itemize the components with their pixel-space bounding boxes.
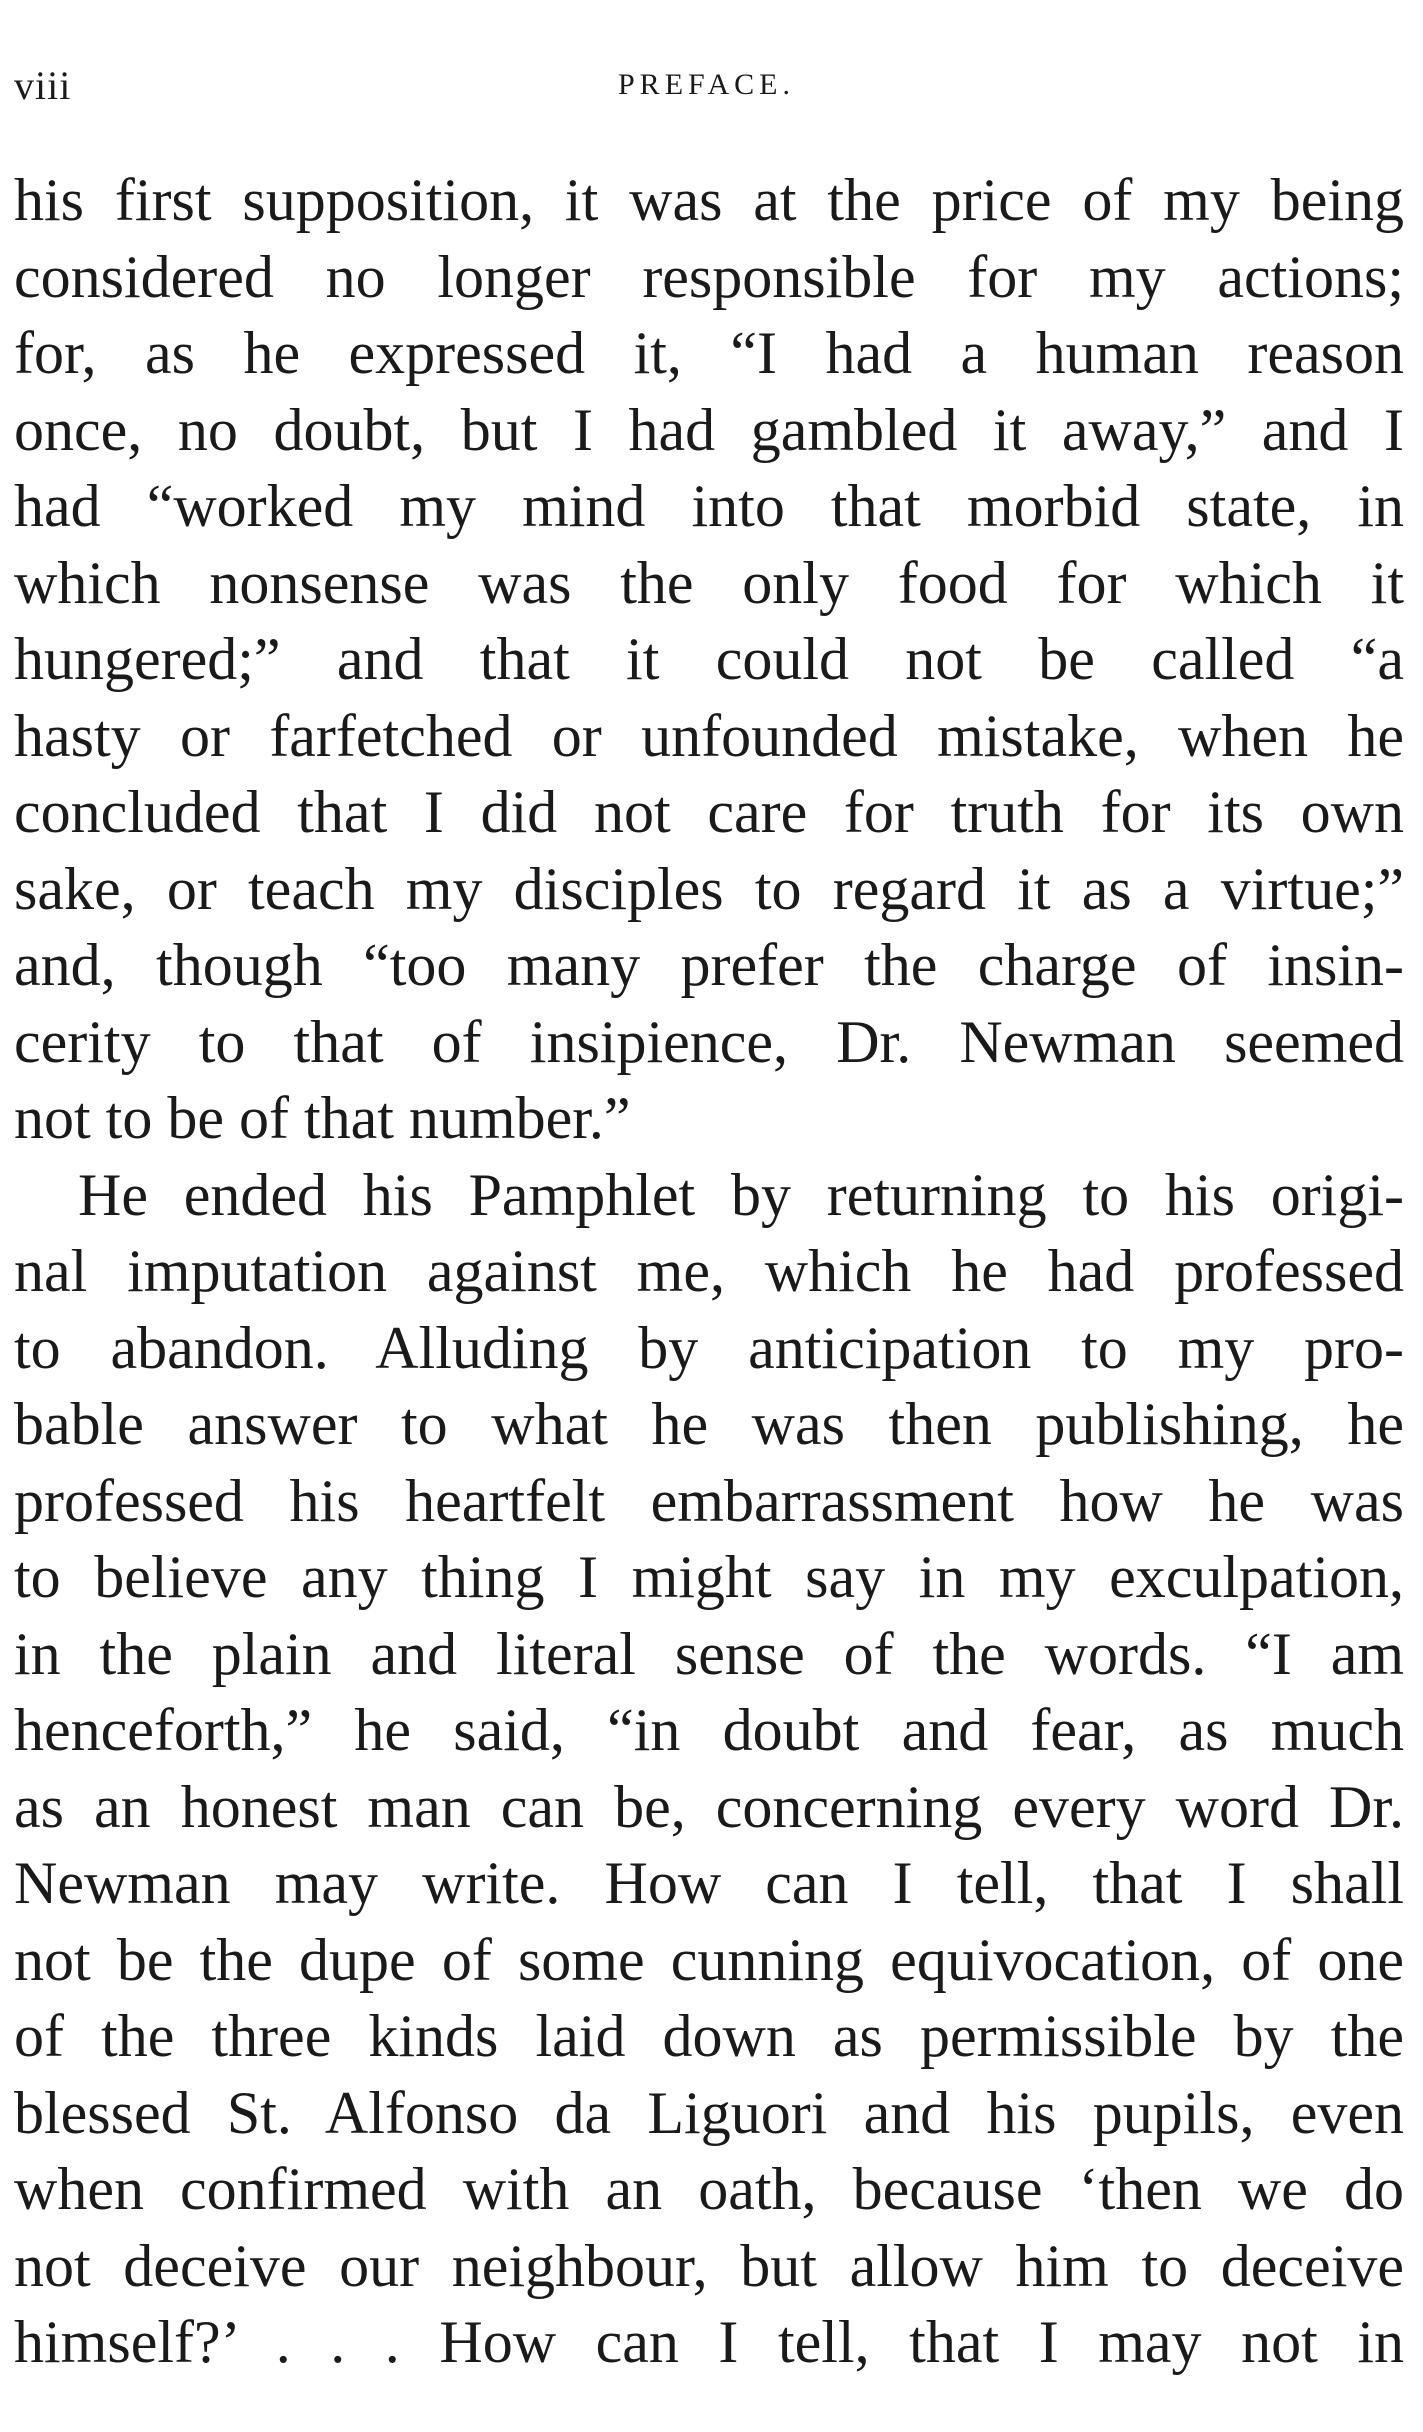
text-line: which nonsense was the only food for which it (14, 549, 1404, 616)
text-line: in the plain and literal sense of the words. “I am (14, 1620, 1404, 1687)
text-line: bable answer to what he was then publishing, he (14, 1391, 1404, 1457)
paragraph-last-line: not to be of that number.” (14, 1085, 631, 1151)
body-text (14, 162, 1404, 2381)
text-line: henceforth,” he said, “in doubt and fear, as much (14, 1697, 1404, 1763)
text-line: as an honest man can be, concerning every word Dr. (14, 1773, 1404, 1840)
text-line: and, though “too many prefer the charge of insin- (14, 932, 1404, 998)
page-number: viii (14, 63, 72, 108)
page-header-title: PREFACE. (618, 68, 795, 101)
text-line: concluded that I did not care for truth for its own (14, 779, 1404, 845)
text-line: of the three kinds laid down as permissible by the (14, 2003, 1404, 2069)
text-line: blessed St. Alfonso da Liguori and his pupils, even (14, 2079, 1404, 2146)
text-line: had “worked my mind into that morbid state, in (14, 473, 1404, 539)
text-line: nal imputation against me, which he had professed (14, 1238, 1404, 1304)
text-line: Newman may write. How can I tell, that I shall (14, 1850, 1404, 1916)
text-line: once, no doubt, but I had gambled it away,” and I (14, 396, 1404, 463)
text-line: to believe any thing I might say in my exculpation, (14, 1544, 1404, 1610)
text-line: not deceive our neighbour, but allow him to deceive (14, 2232, 1404, 2299)
text-line: himself?’ . . . How can I tell, that I may not in (14, 2309, 1404, 2375)
text-line: when confirmed with an oath, because ‘then we do (14, 2156, 1404, 2222)
paragraph-first-line: He ended his Pamphlet by returning to his origi- (78, 1161, 1404, 1228)
text-line: cerity to that of insipience, Dr. Newman seemed (14, 1008, 1404, 1075)
text-line: sake, or teach my disciples to regard it as a virtue;” (14, 855, 1404, 922)
text-line: considered no longer responsible for my actions; (14, 243, 1404, 310)
text-line: for, as he expressed it, “I had a human reason (14, 320, 1404, 386)
text-line: not be the dupe of some cunning equivocation, of one (14, 1926, 1404, 1993)
text-line: professed his heartfelt embarrassment how he was (14, 1467, 1404, 1534)
text-line: hasty or farfetched or unfounded mistake, when he (14, 702, 1404, 769)
text-line: hungered;” and that it could not be called “a (14, 626, 1404, 692)
text-line: his first supposition, it was at the price of my being (14, 167, 1404, 233)
text-line: to abandon. Alluding by anticipation to my pro- (14, 1314, 1404, 1381)
running-head (14, 62, 1399, 122)
